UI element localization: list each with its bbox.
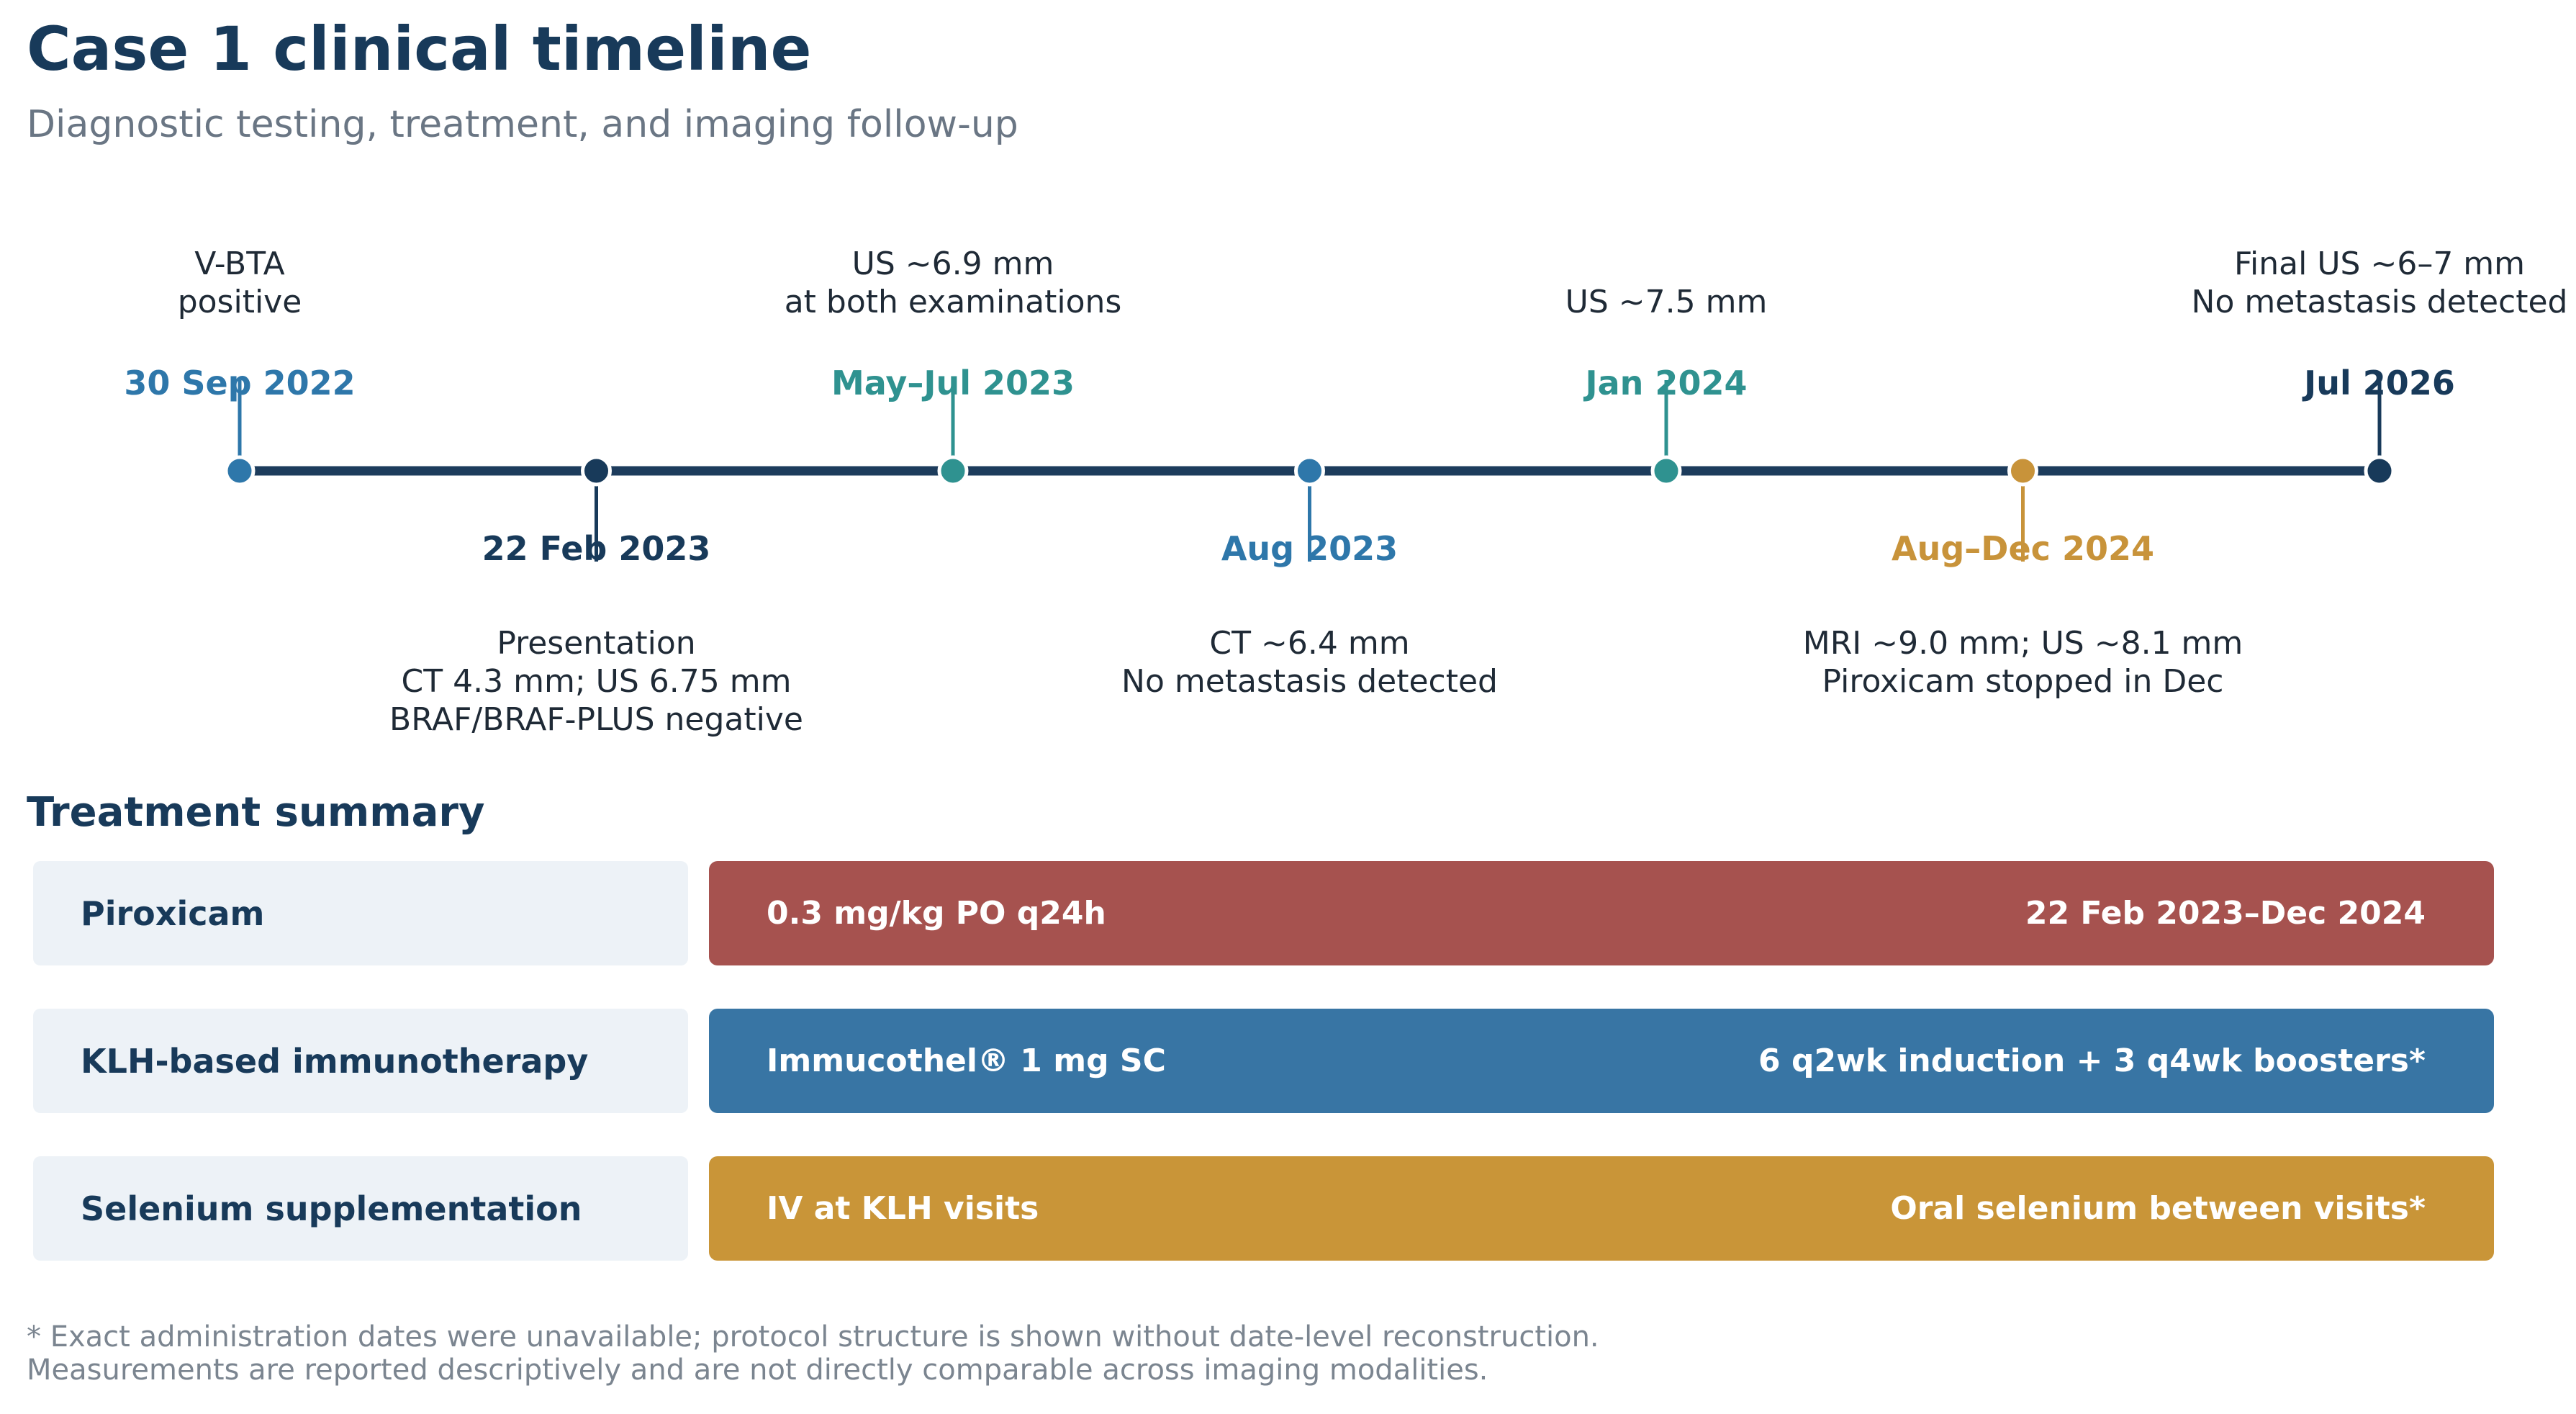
timeline-marker bbox=[583, 457, 610, 485]
timeline-event-text: No metastasis detected bbox=[2191, 284, 2568, 320]
treatment-summary-title: Treatment summary bbox=[27, 789, 485, 836]
timeline-event-text: CT ~6.4 mm bbox=[1209, 625, 1410, 662]
timeline-event bbox=[1565, 284, 1768, 485]
timeline-event bbox=[2192, 246, 2568, 485]
timeline-marker bbox=[226, 457, 253, 485]
timeline-event-text: MRI ~9.0 mm; US ~8.1 mm bbox=[1802, 625, 2243, 662]
timeline-event-text: at both examinations bbox=[784, 284, 1122, 320]
treatment-bar-right-text: Oral selenium between visits* bbox=[1890, 1190, 2426, 1227]
timeline-event-text: Piroxicam stopped in Dec bbox=[1822, 663, 2224, 700]
footnote-dates: * Exact administration dates were unavailable; protocol structure is shown without date-level reconstruction. bbox=[27, 1320, 1599, 1354]
timeline-event bbox=[1803, 457, 2243, 700]
treatment-bar bbox=[709, 1156, 2494, 1261]
timeline-marker bbox=[1653, 457, 1680, 485]
treatment-bar-right-text: 22 Feb 2023–Dec 2024 bbox=[2025, 895, 2426, 932]
treatment-bar-left-text: Immucothel® 1 mg SC bbox=[767, 1043, 1166, 1079]
treatment-label: Selenium supplementation bbox=[33, 1156, 688, 1261]
timeline-marker bbox=[1296, 457, 1324, 485]
timeline-marker bbox=[2366, 457, 2393, 485]
timeline-event bbox=[124, 246, 355, 485]
timeline-event bbox=[785, 246, 1122, 485]
timeline-event-text: CT 4.3 mm; US 6.75 mm bbox=[401, 663, 792, 700]
timeline-date: Jul 2026 bbox=[2304, 364, 2455, 402]
treatment-bar-left-text: IV at KLH visits bbox=[767, 1190, 1039, 1227]
treatment-label: Piroxicam bbox=[33, 861, 688, 965]
page-subtitle: Diagnostic testing, treatment, and imaging follow-up bbox=[27, 103, 1018, 146]
timeline-event-text: Final US ~6–7 mm bbox=[2233, 246, 2526, 282]
timeline-date: 30 Sep 2022 bbox=[124, 364, 356, 402]
timeline-event-text: positive bbox=[177, 284, 302, 320]
treatment-bar bbox=[709, 1009, 2494, 1113]
timeline-event bbox=[1121, 457, 1498, 700]
timeline-event-text: No metastasis detected bbox=[1121, 663, 1498, 700]
treatment-label: KLH-based immunotherapy bbox=[33, 1009, 688, 1113]
timeline-event-text: US ~6.9 mm bbox=[851, 246, 1054, 282]
footnote-measurements: Measurements are reported descriptively and are not directly comparable across imaging modalities. bbox=[27, 1354, 1488, 1387]
timeline-marker bbox=[2010, 457, 2037, 485]
timeline-date: Aug 2023 bbox=[1221, 529, 1398, 568]
treatment-bar-right-text: 6 q2wk induction + 3 q4wk boosters* bbox=[1758, 1043, 2426, 1079]
timeline-event bbox=[389, 457, 803, 738]
timeline-marker bbox=[939, 457, 967, 485]
timeline-date: Aug–Dec 2024 bbox=[1892, 529, 2154, 568]
timeline-event-text: Presentation bbox=[497, 625, 696, 662]
treatment-bar-left-text: 0.3 mg/kg PO q24h bbox=[767, 895, 1106, 932]
timeline-date: May–Jul 2023 bbox=[831, 364, 1075, 402]
page-title: Case 1 clinical timeline bbox=[27, 14, 812, 84]
timeline-event-text: BRAF/BRAF-PLUS negative bbox=[389, 701, 803, 738]
timeline-date: 22 Feb 2023 bbox=[482, 529, 711, 568]
timeline-date: Jan 2024 bbox=[1585, 364, 1748, 402]
timeline-event-text: US ~7.5 mm bbox=[1565, 284, 1768, 320]
treatment-bar bbox=[709, 861, 2494, 965]
timeline-event-text: V-BTA bbox=[194, 246, 285, 282]
